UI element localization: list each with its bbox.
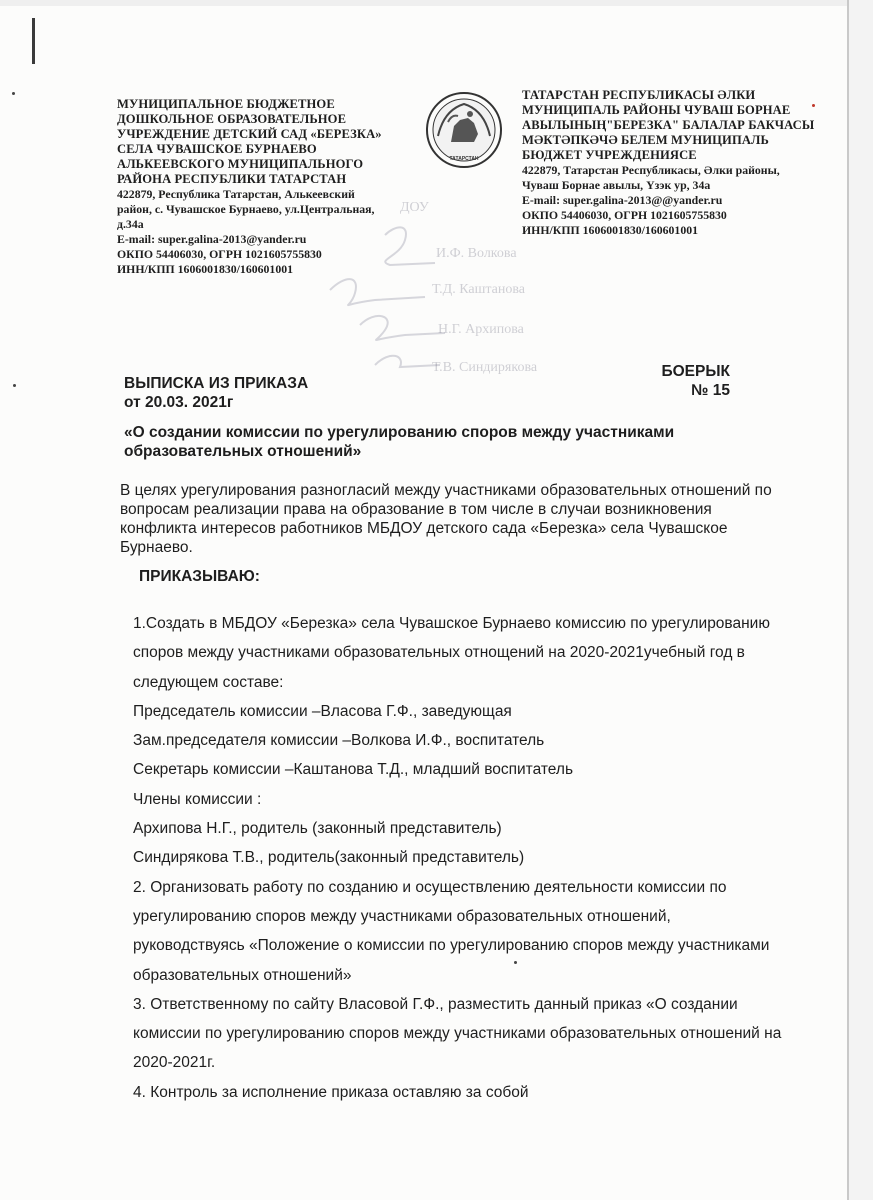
preamble-line: Бурнаево. xyxy=(120,539,193,556)
body-line: Синдирякова Т.В., родитель(законный представитель) xyxy=(133,849,525,867)
body-line: следующем составе: xyxy=(133,673,284,691)
preamble-line: конфликта интересов работников МБДОУ детского сада «Березка» села Чувашское xyxy=(120,520,728,537)
email-line: E-mail: super.galina-2013@@yander.ru xyxy=(522,193,723,207)
document-title xyxy=(124,374,308,412)
org-name-line: МУНИЦИПАЛЬ РАЙОНЫ ЧУВАШ БОРНАЕ xyxy=(522,103,791,117)
body-line: Зам.председателя комиссии –Волкова И.Ф., воспитатель xyxy=(133,732,545,750)
body-line: споров между участниками образовательных отнощений на 2020-2021учебный год в xyxy=(133,644,745,662)
subject-line: образовательных отношений» xyxy=(124,443,362,460)
body-line: комиссии по урегулированию споров между участниками образовательных отношений на xyxy=(133,1025,782,1043)
preamble-line: В целях урегулирования разногласий между участниками образовательных отношений по xyxy=(120,482,772,499)
emblem-caption: ТАТАРСТАН xyxy=(449,156,479,162)
show-through-text: Н.Г. Архипова xyxy=(438,322,524,337)
org-name-line: БЮДЖЕТ УЧРЕЖДЕНИЯСЕ xyxy=(522,148,697,162)
inn-line: ИНН/КПП 1606001830/160601001 xyxy=(522,223,699,237)
header-right-block xyxy=(522,88,822,238)
tatarstan-emblem-icon xyxy=(424,90,504,170)
body-line: 4. Контроль за исполнение приказа оставляю за собой xyxy=(133,1083,529,1101)
show-through-text: И.Ф. Волкова xyxy=(436,246,517,261)
subject-line: «О создании комиссии по урегулированию споров между участниками xyxy=(124,424,675,441)
inn-line: ИНН/КПП 1606001830/160601001 xyxy=(117,262,294,276)
okpo-line: ОКПО 54406030, ОГРН 1021605755830 xyxy=(117,247,322,261)
address-line: 422879, Республика Татарстан, Алькеевский xyxy=(117,187,355,201)
address-line: д.34а xyxy=(117,217,144,231)
org-name-line: СЕЛА ЧУВАШСКОЕ БУРНАЕВО xyxy=(117,142,317,156)
order-subject xyxy=(124,423,724,461)
address-line: Чуваш Борнае авылы, Үзэк ур, 34а xyxy=(522,178,711,192)
org-name-line: АВЫЛЫНЫҢ"БЕРЕЗКА" БАЛАЛАР БАКЧАСЫ xyxy=(522,118,815,132)
scan-speck xyxy=(13,384,16,387)
address-line: 422879, Татарстан Республикасы, Әлки районы, xyxy=(522,163,780,177)
org-name-line: УЧРЕЖДЕНИЕ ДЕТСКИЙ САД «БЕРЕЗКА» xyxy=(117,127,382,141)
body-line: 2020-2021г. xyxy=(133,1054,216,1072)
title-line: БОЕРЫК xyxy=(661,363,730,380)
body-line: 3. Ответственному по сайту Власовой Г.Ф., разместить данный приказ «О создании xyxy=(133,995,738,1013)
title-line: ВЫПИСКА ИЗ ПРИКАЗА xyxy=(124,375,309,392)
body-line: урегулированию споров между участниками образовательных отношений, xyxy=(133,907,671,925)
body-line: Члены комиссии : xyxy=(133,790,262,808)
body-line: Секретарь комиссии –Каштанова Т.Д., младший воспитатель xyxy=(133,761,574,779)
margin-mark xyxy=(32,18,35,64)
order-body xyxy=(133,609,823,1107)
org-name-line: РАЙОНА РЕСПУБЛИКИ ТАТАРСТАН xyxy=(117,172,347,186)
preamble-line: вопросам реализации права на образование в том числе в случаи возникновения xyxy=(120,501,712,518)
org-name-line: ДОШКОЛЬНОЕ ОБРАЗОВАТЕЛЬНОЕ xyxy=(117,112,347,126)
document-title-tatar xyxy=(630,362,730,400)
email-line: E-mail: super.galina-2013@yander.ru xyxy=(117,232,307,246)
order-date: от 20.03. 2021г xyxy=(124,394,234,411)
body-line: образовательных отношений» xyxy=(133,966,352,984)
org-name-line: ТАТАРСТАН РЕСПУБЛИКАСЫ ӘЛКИ xyxy=(522,88,756,102)
scan-right-margin xyxy=(849,0,873,1200)
org-name-line: МӘКТӘПКӘЧӘ БЕЛЕМ МУНИЦИПАЛЬ xyxy=(522,133,769,147)
preamble-paragraph xyxy=(120,481,796,557)
show-through-text: Т.Д. Каштанова xyxy=(432,282,525,297)
scan-right-edge xyxy=(847,0,849,1200)
body-line: 1.Создать в МБДОУ «Березка» села Чувашское Бурнаево комиссию по урегулированию xyxy=(133,615,770,632)
show-through-text: Т.В. Синдирякова xyxy=(432,360,538,375)
header-left-block xyxy=(117,97,407,277)
show-through-text: ДОУ xyxy=(400,200,429,215)
org-name-line: МУНИЦИПАЛЬНОЕ БЮДЖЕТНОЕ xyxy=(117,97,335,111)
address-line: район, с. Чувашское Бурнаево, ул.Центральная, xyxy=(117,202,375,216)
body-line: руководствуясь «Положение о комиссии по урегулированию споров между участниками xyxy=(133,937,770,955)
okpo-line: ОКПО 54406030, ОГРН 1021605755830 xyxy=(522,208,727,222)
scan-top-edge xyxy=(0,0,873,6)
body-line: 2. Организовать работу по созданию и осуществлению деятельности комиссии по xyxy=(133,878,727,896)
scan-speck xyxy=(12,92,15,95)
order-number: № 15 xyxy=(691,382,730,399)
org-name-line: АЛЬКЕЕВСКОГО МУНИЦИПАЛЬНОГО xyxy=(117,157,364,171)
order-heading: ПРИКАЗЫВАЮ: xyxy=(139,568,260,585)
body-line: Председатель комиссии –Власова Г.Ф., заведующая xyxy=(133,702,512,720)
body-line: Архипова Н.Г., родитель (законный представитель) xyxy=(133,820,502,838)
